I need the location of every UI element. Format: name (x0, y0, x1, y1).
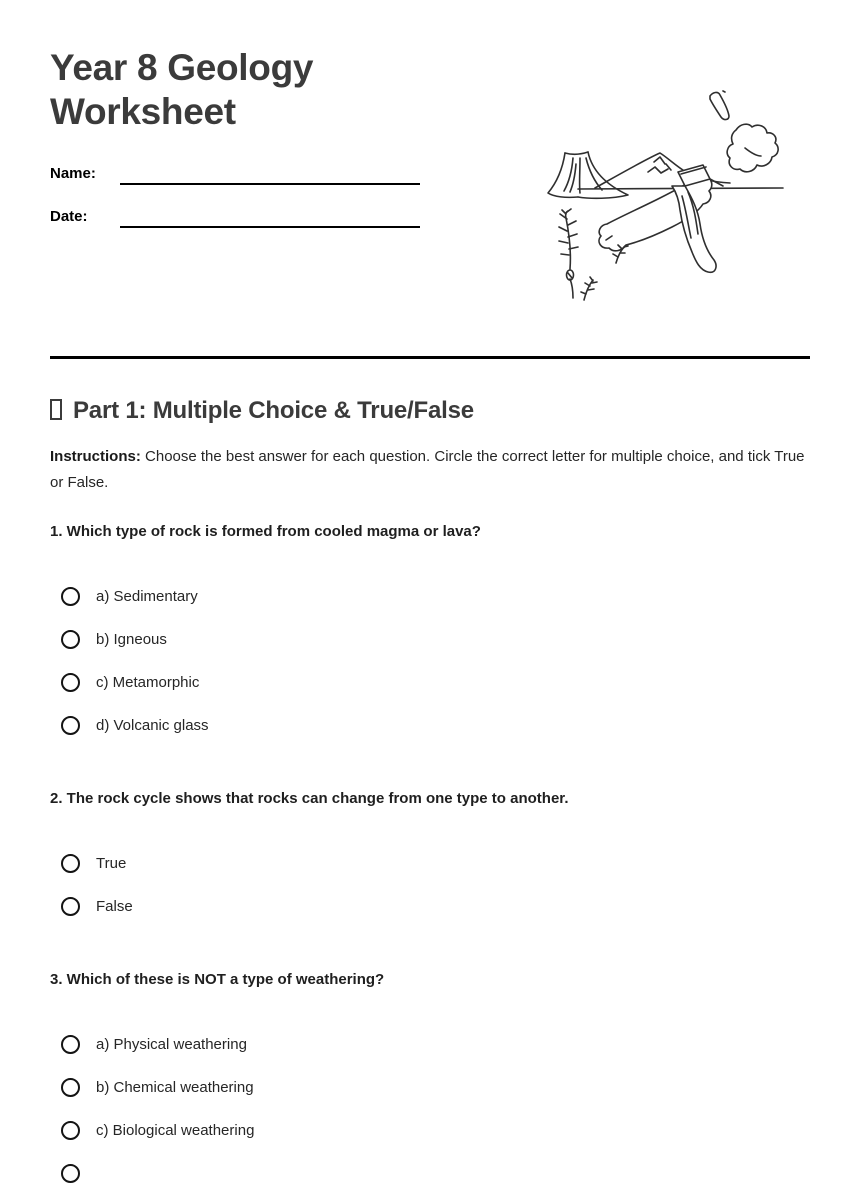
option-label: c) Metamorphic (96, 674, 200, 691)
option-label: b) Chemical weathering (96, 1079, 254, 1096)
option-label: a) Physical weathering (96, 1036, 247, 1053)
question-3-text: 3. Which of these is NOT a type of weathering? (50, 971, 385, 988)
question-2-options (50, 852, 810, 918)
option-row (61, 1033, 810, 1056)
radio-button[interactable] (61, 673, 80, 692)
name-input-line[interactable] (120, 163, 420, 185)
question-3-options (50, 1033, 810, 1185)
question-1-text: 1. Which type of rock is formed from cooled magma or lava? (50, 523, 481, 540)
option-row (61, 671, 810, 694)
option-row (61, 852, 810, 875)
option-label: False (96, 898, 133, 915)
date-field-row (50, 206, 442, 228)
instructions-label: Instructions: (50, 448, 141, 465)
date-input-line[interactable] (120, 206, 420, 228)
radio-button[interactable] (61, 630, 80, 649)
question-1-options (50, 585, 810, 737)
instructions-text: Choose the best answer for each question. Circle the correct letter for multiple choice, and tick True or False. (50, 448, 805, 491)
option-row (61, 895, 810, 918)
option-row (61, 1162, 810, 1185)
radio-button[interactable] (61, 1035, 80, 1054)
name-label: Name: (50, 165, 96, 182)
option-label: d) Volcanic glass (96, 717, 209, 734)
radio-button[interactable] (61, 854, 80, 873)
question-2-text: 2. The rock cycle shows that rocks can change from one type to another. (50, 790, 569, 807)
option-row (61, 628, 810, 651)
option-row (61, 1119, 810, 1142)
section-divider (50, 356, 810, 359)
instructions-paragraph (50, 444, 810, 496)
option-row (61, 714, 810, 737)
missing-glyph-icon (50, 399, 62, 420)
radio-button[interactable] (61, 1164, 80, 1183)
radio-button[interactable] (61, 1078, 80, 1097)
worksheet-header (50, 46, 810, 316)
radio-button[interactable] (61, 897, 80, 916)
option-row (61, 585, 810, 608)
option-label: True (96, 855, 127, 872)
option-label: c) Biological weathering (96, 1122, 255, 1139)
page-title: Year 8 Geology Worksheet (50, 47, 314, 132)
name-field-row (50, 163, 442, 185)
new-zealand-sketch-icon (540, 86, 810, 311)
radio-button[interactable] (61, 1121, 80, 1140)
radio-button[interactable] (61, 587, 80, 606)
radio-button[interactable] (61, 716, 80, 735)
option-label: b) Igneous (96, 631, 167, 648)
geology-illustration (540, 86, 810, 316)
option-row (61, 1076, 810, 1099)
date-label: Date: (50, 208, 88, 225)
part1-heading (50, 396, 810, 425)
part1-heading-text: Part 1: Multiple Choice & True/False (73, 397, 474, 424)
option-label: a) Sedimentary (96, 588, 198, 605)
